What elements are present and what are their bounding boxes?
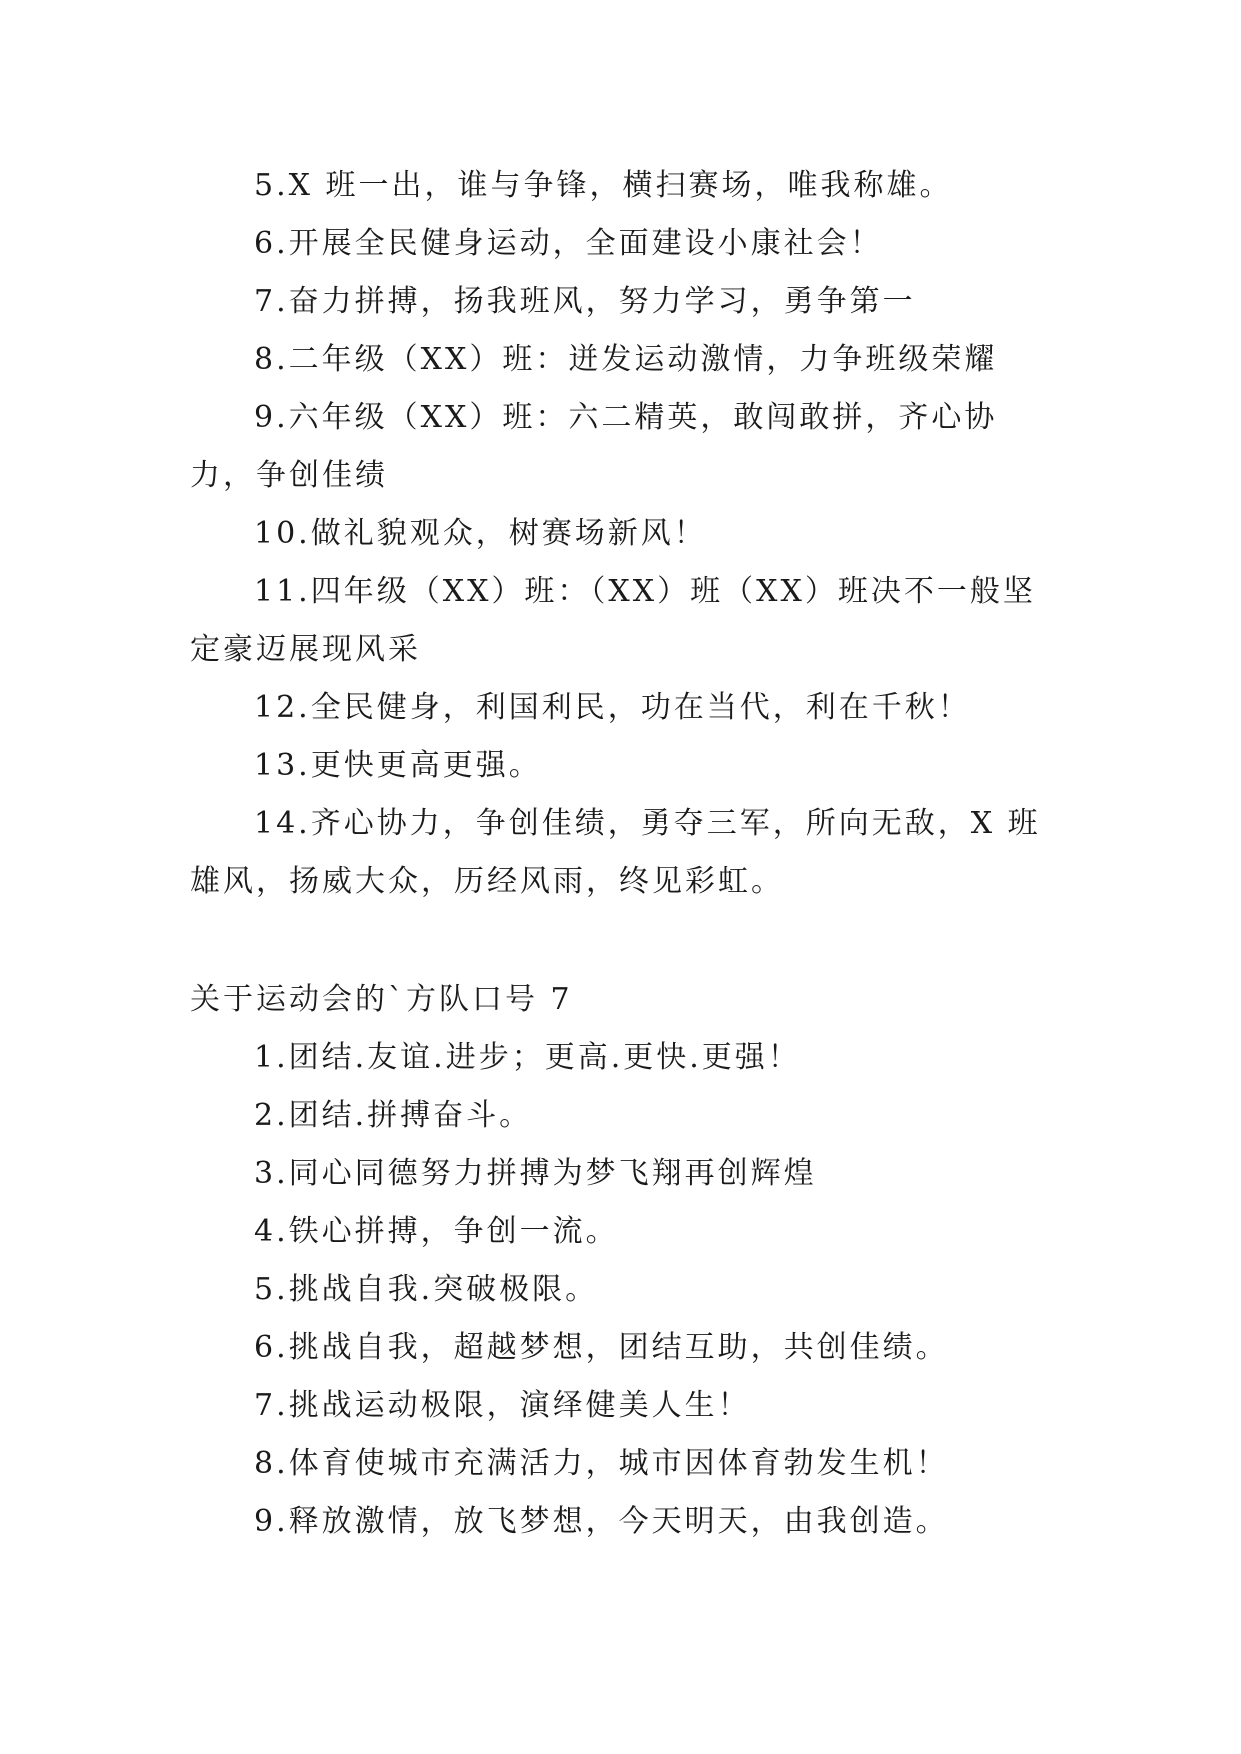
slogan-item: 7.奋力拼搏，扬我班风，努力学习，勇争第一	[254, 284, 916, 319]
slogan-item: 6.挑战自我，超越梦想，团结互助，共创佳绩。	[254, 1330, 949, 1365]
slogan-list-section-one	[190, 157, 1060, 911]
slogan-item: 7.挑战运动极限，演绎健美人生！	[254, 1388, 751, 1423]
slogan-item: 4.铁心拼搏，争创一流。	[254, 1214, 619, 1249]
slogan-item: 9.释放激情，放飞梦想，今天明天，由我创造。	[254, 1504, 949, 1539]
slogan-item: 1.团结.友谊.进步；更高.更快.更强！	[254, 1040, 801, 1075]
slogan-item: 10.做礼貌观众，树赛场新风！	[254, 516, 707, 551]
section-heading: 关于运动会的`方队口号 7	[190, 982, 573, 1017]
slogan-list-section-two	[190, 971, 1060, 1551]
slogan-item: 14.齐心协力，争创佳绩，勇夺三军，所向无敌，X 班雄风，扬威大众，历经风雨，终见彩虹。	[190, 806, 1041, 899]
slogan-item: 6.开展全民健身运动，全面建设小康社会！	[254, 226, 883, 261]
slogan-item: 8.二年级（XX）班：迸发运动激情，力争班级荣耀	[254, 342, 998, 377]
slogan-item: 12.全民健身，利国利民，功在当代，利在千秋！	[254, 690, 971, 725]
slogan-item: 11.四年级（XX）班：（XX）班（XX）班决不一般坚定豪迈展现风采	[190, 574, 1036, 667]
slogan-item: 9.六年级（XX）班：六二精英，敢闯敢拼，齐心协力，争创佳绩	[190, 400, 998, 493]
slogan-item: 8.体育使城市充满活力，城市因体育勃发生机！	[254, 1446, 949, 1481]
slogan-item: 5.挑战自我.突破极限。	[254, 1272, 599, 1307]
slogan-item: 3.同心同德努力拼搏为梦飞翔再创辉煌	[254, 1156, 817, 1191]
slogan-item: 5.X 班一出，谁与争锋，横扫赛场，唯我称雄。	[254, 168, 953, 203]
slogan-item: 2.团结.拼搏奋斗。	[254, 1098, 533, 1133]
slogan-item: 13.更快更高更强。	[254, 748, 542, 783]
